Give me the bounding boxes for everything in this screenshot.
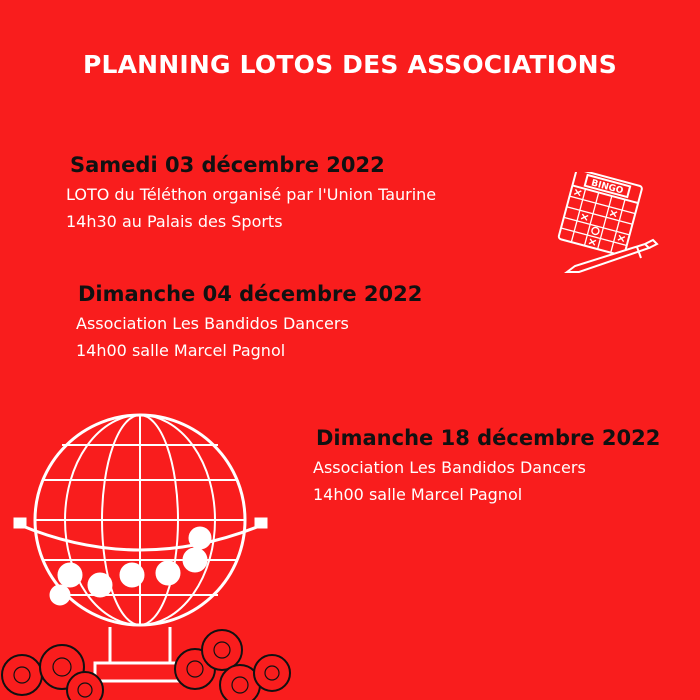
event-1 [66, 153, 437, 235]
event-time-place: 14h30 au Palais des Sports [66, 212, 283, 231]
event-time-place: 14h00 salle Marcel Pagnol [313, 485, 523, 504]
event-date: Dimanche 18 décembre 2022 [316, 426, 661, 450]
lottery-cage-icon [0, 405, 300, 700]
bingo-card-label: BINGO [589, 178, 625, 197]
event-3 [313, 426, 661, 508]
event-description: Association Les Bandidos Dancers [76, 314, 349, 333]
event-date: Dimanche 04 décembre 2022 [78, 282, 423, 306]
event-date: Samedi 03 décembre 2022 [70, 153, 385, 177]
page-title: PLANNING LOTOS DES ASSOCIATIONS [82, 50, 618, 79]
bingo-card-icon [545, 172, 663, 280]
event-description: LOTO du Téléthon organisé par l'Union Taurine [66, 185, 437, 204]
event-description: Association Les Bandidos Dancers [313, 458, 586, 477]
event-time-place: 14h00 salle Marcel Pagnol [76, 341, 286, 360]
event-2 [78, 282, 422, 364]
